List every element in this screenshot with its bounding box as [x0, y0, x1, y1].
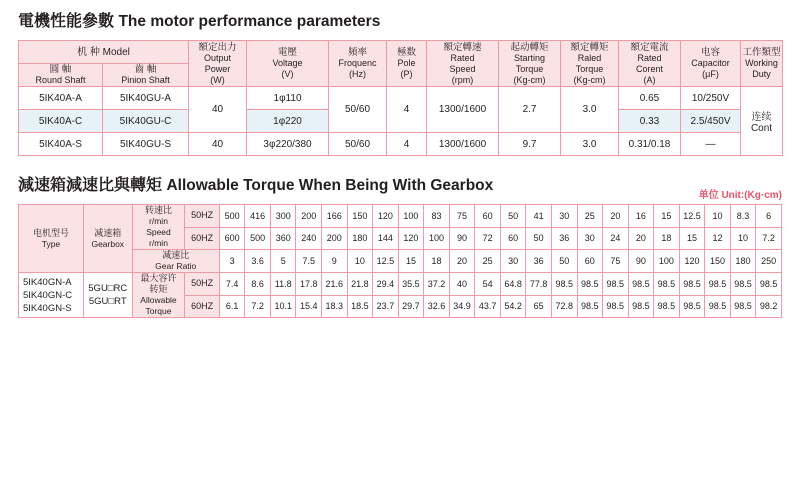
torque60-7: 29.7: [398, 295, 424, 318]
table-header-row: [19, 41, 783, 64]
speed60-21: 7.2: [756, 227, 782, 250]
table-row-gear-ratio: [19, 250, 782, 273]
header-rated-torque: 額定轉矩 Raled Torque (Kg-cm): [561, 41, 619, 87]
torque50-13: 98.5: [551, 273, 577, 296]
cell-frequency: 50/60: [329, 133, 387, 156]
ratio-5: 10: [347, 250, 373, 273]
ratio-13: 50: [551, 250, 577, 273]
torque60-21: 98.2: [756, 295, 782, 318]
speed60-7: 120: [398, 227, 424, 250]
speed60-2: 360: [270, 227, 296, 250]
header-rated-current: 額定電流 Rated Corent (A): [619, 41, 681, 87]
speed60-18: 15: [679, 227, 705, 250]
speed50-20: 8.3: [730, 205, 756, 228]
cell-capacitor: 10/250V: [681, 87, 741, 110]
ratio-21: 250: [756, 250, 782, 273]
cell-frequency: 50/60: [329, 87, 387, 133]
speed60-16: 20: [628, 227, 654, 250]
speed50-16: 16: [628, 205, 654, 228]
gearbox-title-cn: 減速箱減速比與轉矩: [18, 177, 167, 194]
cell-voltage: 3φ220/380: [247, 133, 329, 156]
header-pole: 極数 Pole (P): [387, 41, 427, 87]
cell-rated-current: 0.31/0.18: [619, 133, 681, 156]
cell-rated-torque: 3.0: [561, 87, 619, 133]
cell-pinion-shaft: 5IK40GU-S: [103, 133, 189, 156]
ratio-12: 36: [526, 250, 552, 273]
speed60-12: 50: [526, 227, 552, 250]
speed50-8: 83: [424, 205, 450, 228]
torque60-1: 7.2: [245, 295, 271, 318]
cell-round-shaft: 5IK40A-C: [19, 110, 103, 133]
header-type: 电机型号 Type: [19, 205, 84, 273]
torque50-2: 11.8: [270, 273, 296, 296]
cell-capacitor: —: [681, 133, 741, 156]
ratio-14: 60: [577, 250, 603, 273]
ratio-1: 3.6: [245, 250, 271, 273]
torque60-4: 18.3: [322, 295, 348, 318]
torque50-5: 21.8: [347, 273, 373, 296]
ratio-20: 180: [730, 250, 756, 273]
torque60-13: 72.8: [551, 295, 577, 318]
torque50-20: 98.5: [730, 273, 756, 296]
torque60-12: 65: [526, 295, 552, 318]
speed50-13: 30: [551, 205, 577, 228]
torque50-17: 98.5: [654, 273, 680, 296]
speed50-10: 60: [475, 205, 501, 228]
speed60-15: 24: [603, 227, 629, 250]
gearbox-unit-note: 单位 Unit:(Kg·cm): [698, 190, 782, 201]
speed60-10: 72: [475, 227, 501, 250]
header-pinion-shaft: 齒 軸 Pinion Shaft: [103, 64, 189, 87]
torque50-7: 35.5: [398, 273, 424, 296]
cell-model-types: 5IK40GN-A 5IK40GN-C 5IK40GN-S: [19, 273, 84, 318]
speed50-11: 50: [500, 205, 526, 228]
torque50-0: 7.4: [219, 273, 245, 296]
torque50-3: 17.8: [296, 273, 322, 296]
ratio-7: 15: [398, 250, 424, 273]
header-capacitor: 电容 Capacitor (μF): [681, 41, 741, 87]
header-gear-ratio: 减速比 Gear Ratio: [132, 250, 219, 273]
header-allowable-torque: 最大容许 转矩 Allowable Torque: [132, 273, 185, 318]
ratio-8: 18: [424, 250, 450, 273]
motor-performance-table: [18, 40, 783, 156]
torque50-4: 21.6: [322, 273, 348, 296]
speed50-2: 300: [270, 205, 296, 228]
cell-working-duty: 连续 Cont: [741, 87, 783, 156]
cell-rated-current: 0.33: [619, 110, 681, 133]
speed50-3: 200: [296, 205, 322, 228]
speed50-7: 100: [398, 205, 424, 228]
speed60-5: 180: [347, 227, 373, 250]
header-output-power: 額定出力 Output Power (W): [189, 41, 247, 87]
ratio-16: 90: [628, 250, 654, 273]
header-working-duty: 工作類型 Working Duty: [741, 41, 783, 87]
torque50-10: 54: [475, 273, 501, 296]
speed50-4: 166: [322, 205, 348, 228]
torque50-15: 98.5: [603, 273, 629, 296]
header-round-shaft: 圓 軸 Round Shaft: [19, 64, 103, 87]
speed50-19: 10: [705, 205, 731, 228]
ratio-0: 3: [219, 250, 245, 273]
speed50-0: 500: [219, 205, 245, 228]
torque50-19: 98.5: [705, 273, 731, 296]
cell-pole: 4: [387, 87, 427, 133]
torque60-14: 98.5: [577, 295, 603, 318]
speed60-19: 12: [705, 227, 731, 250]
speed50-5: 150: [347, 205, 373, 228]
speed50-1: 416: [245, 205, 271, 228]
gearbox-title-en: Allowable Torque When Being With Gearbox: [166, 177, 494, 194]
speed50-17: 15: [654, 205, 680, 228]
header-60hz-torque: 60HZ: [185, 295, 219, 318]
torque50-14: 98.5: [577, 273, 603, 296]
header-rated-speed: 額定轉速 Rated Speed (rpm): [427, 41, 499, 87]
speed60-17: 18: [654, 227, 680, 250]
torque60-5: 18.5: [347, 295, 373, 318]
torque60-10: 43.7: [475, 295, 501, 318]
torque50-9: 40: [449, 273, 475, 296]
header-50hz-speed: 50HZ: [185, 205, 219, 228]
torque60-17: 98.5: [654, 295, 680, 318]
ratio-15: 75: [603, 250, 629, 273]
motor-section-title: [18, 12, 782, 32]
motor-title-en: The motor performance parameters: [118, 13, 381, 30]
ratio-9: 20: [449, 250, 475, 273]
torque60-6: 23.7: [373, 295, 399, 318]
table-row: [19, 87, 783, 110]
ratio-17: 100: [654, 250, 680, 273]
torque50-8: 37.2: [424, 273, 450, 296]
cell-rated-speed: 1300/1600: [427, 87, 499, 133]
header-60hz-speed: 60HZ: [185, 227, 219, 250]
speed60-14: 30: [577, 227, 603, 250]
cell-output-power: 40: [189, 87, 247, 133]
torque60-18: 98.5: [679, 295, 705, 318]
cell-voltage: 1φ220: [247, 110, 329, 133]
speed60-9: 90: [449, 227, 475, 250]
torque60-2: 10.1: [270, 295, 296, 318]
gearbox-torque-table: [18, 204, 782, 318]
cell-pole: 4: [387, 133, 427, 156]
motor-title-cn: 電機性能參數: [18, 13, 119, 30]
torque50-6: 29.4: [373, 273, 399, 296]
torque60-20: 98.5: [730, 295, 756, 318]
torque50-16: 98.5: [628, 273, 654, 296]
header-voltage: 電壓 Voltage (V): [247, 41, 329, 87]
speed50-15: 20: [603, 205, 629, 228]
ratio-3: 7.5: [296, 250, 322, 273]
speed60-4: 200: [322, 227, 348, 250]
speed60-20: 10: [730, 227, 756, 250]
ratio-6: 12.5: [373, 250, 399, 273]
speed60-8: 100: [424, 227, 450, 250]
torque60-16: 98.5: [628, 295, 654, 318]
cell-gearbox-codes: 5GU□RC 5GU□RT: [83, 273, 132, 318]
cell-rated-current: 0.65: [619, 87, 681, 110]
torque50-11: 64.8: [500, 273, 526, 296]
torque50-21: 98.5: [756, 273, 782, 296]
table-row-speed-50hz: [19, 205, 782, 228]
torque60-3: 15.4: [296, 295, 322, 318]
speed60-1: 500: [245, 227, 271, 250]
cell-starting-torque: 9.7: [499, 133, 561, 156]
cell-capacitor: 2.5/450V: [681, 110, 741, 133]
gearbox-section-header: [18, 174, 782, 204]
speed50-21: 6: [756, 205, 782, 228]
speed50-12: 41: [526, 205, 552, 228]
torque60-11: 54.2: [500, 295, 526, 318]
torque50-12: 77.8: [526, 273, 552, 296]
header-frequency: 頻率 Froquenc (Hz): [329, 41, 387, 87]
torque60-19: 98.5: [705, 295, 731, 318]
header-50hz-torque: 50HZ: [185, 273, 219, 296]
speed50-18: 12.5: [679, 205, 705, 228]
speed60-3: 240: [296, 227, 322, 250]
ratio-11: 30: [500, 250, 526, 273]
torque60-0: 6.1: [219, 295, 245, 318]
ratio-2: 5: [270, 250, 296, 273]
header-model-group: 机 种 Model: [19, 41, 189, 64]
speed60-6: 144: [373, 227, 399, 250]
ratio-4: 9: [322, 250, 348, 273]
speed50-14: 25: [577, 205, 603, 228]
torque50-18: 98.5: [679, 273, 705, 296]
cell-round-shaft: 5IK40A-A: [19, 87, 103, 110]
header-speed: 转速比 r/min Speed r/min: [132, 205, 185, 250]
speed60-11: 60: [500, 227, 526, 250]
cell-voltage: 1φ110: [247, 87, 329, 110]
torque50-1: 8.6: [245, 273, 271, 296]
cell-pinion-shaft: 5IK40GU-A: [103, 87, 189, 110]
header-gearbox: 减速箱 Gearbox: [83, 205, 132, 273]
table-row: [19, 133, 783, 156]
ratio-10: 25: [475, 250, 501, 273]
cell-starting-torque: 2.7: [499, 87, 561, 133]
gearbox-section-title: [18, 176, 493, 196]
torque60-8: 32.6: [424, 295, 450, 318]
cell-output-power: 40: [189, 133, 247, 156]
table-row-torque-50hz: [19, 273, 782, 296]
torque60-15: 98.5: [603, 295, 629, 318]
cell-round-shaft: 5IK40A-S: [19, 133, 103, 156]
speed50-6: 120: [373, 205, 399, 228]
cell-rated-speed: 1300/1600: [427, 133, 499, 156]
speed50-9: 75: [449, 205, 475, 228]
ratio-19: 150: [705, 250, 731, 273]
cell-pinion-shaft: 5IK40GU-C: [103, 110, 189, 133]
header-starting-torque: 起动轉矩 Starting Torque (Kg-cm): [499, 41, 561, 87]
cell-rated-torque: 3.0: [561, 133, 619, 156]
speed60-13: 36: [551, 227, 577, 250]
ratio-18: 120: [679, 250, 705, 273]
speed60-0: 600: [219, 227, 245, 250]
torque60-9: 34.9: [449, 295, 475, 318]
